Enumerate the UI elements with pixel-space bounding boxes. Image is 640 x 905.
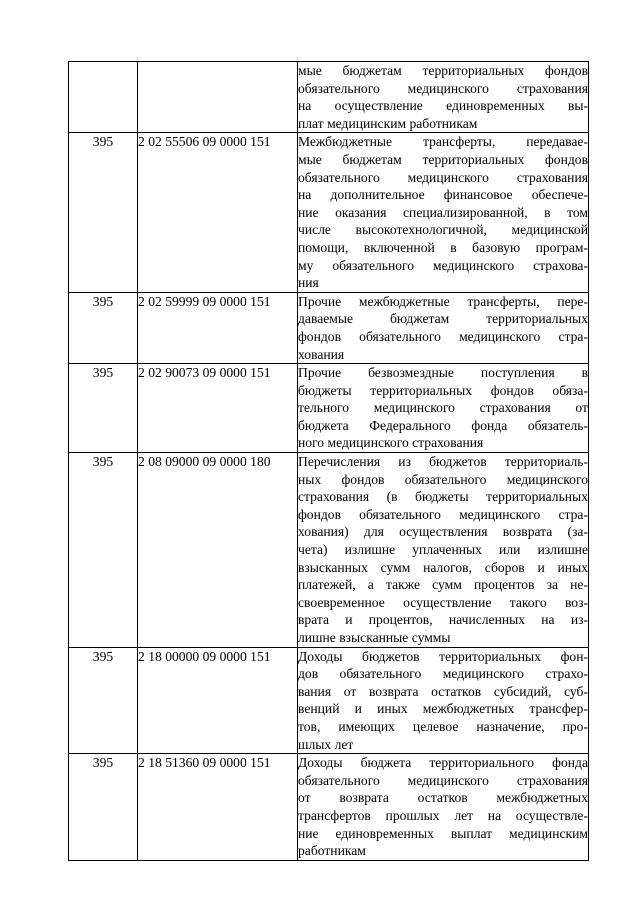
income-name-line: обязательного медицинского страхования: [298, 772, 588, 788]
income-name-line: бюджеты территориальных фондов обяза-: [298, 382, 588, 398]
income-name-cell: [298, 133, 589, 292]
budget-classification-table: [68, 61, 589, 861]
income-name-line: Прочие межбюджетные трансферты, пере-: [298, 293, 588, 309]
income-name-line: на осуществление единовременных вы-: [298, 98, 588, 114]
admin-code-cell: 395: [69, 647, 138, 754]
income-name-line: от возврата остатков межбюджетных: [298, 790, 588, 806]
income-name-line: обязательного медицинского страхования: [298, 169, 588, 185]
income-name-line: врата и процентов, начисленных на из-: [298, 612, 588, 628]
income-name-line: ние оказания специализированной, в том: [298, 204, 588, 220]
admin-code-cell: 395: [69, 364, 138, 453]
income-name-line: ного медицинского страхования: [298, 435, 484, 451]
income-name-cell: [298, 647, 589, 754]
income-name-line: тов, имеющих целевое назначение, про-: [298, 718, 588, 734]
income-name-line: плат медицинским работникам: [298, 115, 478, 131]
income-name-line: помощи, включенной в базовую програм-: [298, 239, 588, 255]
income-name-cell: [298, 364, 589, 453]
income-name-line: взысканных сумм налогов, сборов и иных: [298, 559, 588, 575]
income-code-cell: 2 18 51360 09 0000 151: [138, 754, 298, 861]
income-name-line: фондов обязательного медицинского стра-: [298, 506, 588, 522]
table-row: [69, 754, 589, 861]
income-name-line: мые бюджетам территориальных фондов: [298, 63, 588, 78]
income-name-cell: [298, 62, 589, 133]
income-name-line: своевременное осуществление такого воз-: [298, 594, 588, 610]
income-name-line: хования) для осуществления возврата (за-: [298, 524, 588, 540]
income-name-line: бюджета Федерального фонда обязатель-: [298, 417, 588, 433]
income-code-cell: 2 02 59999 09 0000 151: [138, 292, 298, 363]
income-name-line: Прочие безвозмездные поступления в: [298, 365, 588, 381]
admin-code-cell: 395: [69, 133, 138, 292]
income-name-line: ния: [298, 275, 319, 291]
income-name-line: страхования (в бюджеты территориальных: [298, 489, 588, 505]
admin-code-cell: 395: [69, 754, 138, 861]
income-code-cell: 2 02 55506 09 0000 151: [138, 133, 298, 292]
income-name-line: Доходы бюджета территориального фонда: [298, 755, 588, 771]
income-code-cell: 2 18 00000 09 0000 151: [138, 647, 298, 754]
income-name-line: трансфертов прошлых лет на осуществле-: [298, 807, 588, 823]
table-row: [69, 133, 589, 292]
income-name-line: фондов обязательного медицинского стра-: [298, 328, 588, 344]
income-name-cell: [298, 292, 589, 363]
income-name-line: ных фондов обязательного медицинского: [298, 471, 588, 487]
income-name-line: на дополнительное финансовое обеспече-: [298, 187, 588, 203]
income-name-line: платежей, а также сумм процентов за не-: [298, 577, 588, 593]
income-name-cell: [298, 453, 589, 648]
table-row: [69, 647, 589, 754]
income-name-line: венций и иных межбюджетных трансфер-: [298, 701, 588, 717]
income-code-cell: 2 08 09000 09 0000 180: [138, 453, 298, 648]
table-row: [69, 364, 589, 453]
income-code-cell: [138, 62, 298, 133]
income-name-line: Доходы бюджетов территориальных фон-: [298, 648, 588, 664]
table-body: [69, 62, 589, 861]
admin-code-cell: [69, 62, 138, 133]
income-name-line: хования: [298, 346, 345, 362]
admin-code-cell: 395: [69, 453, 138, 648]
income-name-line: работникам: [298, 843, 366, 859]
income-name-line: му обязательного медицинского страхова-: [298, 257, 588, 273]
income-name-line: вания от возврата остатков субсидий, суб-: [298, 683, 588, 699]
income-name-line: дов обязательного медицинского страхо-: [298, 666, 588, 682]
income-name-cell: [298, 754, 589, 861]
income-name-line: тельного медицинского страхования от: [298, 400, 588, 416]
income-name-line: числе высокотехнологичной, медицинской: [298, 222, 588, 238]
admin-code-cell: 395: [69, 292, 138, 363]
income-name-line: лишне взысканные суммы: [298, 630, 451, 645]
income-name-line: ние единовременных выплат медицинским: [298, 825, 588, 841]
table-row: [69, 292, 589, 363]
income-name-line: даваемые бюджетам территориальных: [298, 311, 588, 327]
income-name-line: Межбюджетные трансферты, передавае-: [298, 134, 588, 150]
table-row: [69, 453, 589, 648]
table-row: [69, 62, 589, 133]
income-name-line: обязательного медицинского страхования: [298, 80, 588, 96]
income-code-cell: 2 02 90073 09 0000 151: [138, 364, 298, 453]
income-name-line: Перечисления из бюджетов территориаль-: [298, 454, 588, 470]
income-name-line: шлых лет: [298, 736, 354, 752]
income-name-line: чета) излишне уплаченных или излишне: [298, 542, 588, 558]
income-name-line: мые бюджетам территориальных фондов: [298, 151, 588, 167]
